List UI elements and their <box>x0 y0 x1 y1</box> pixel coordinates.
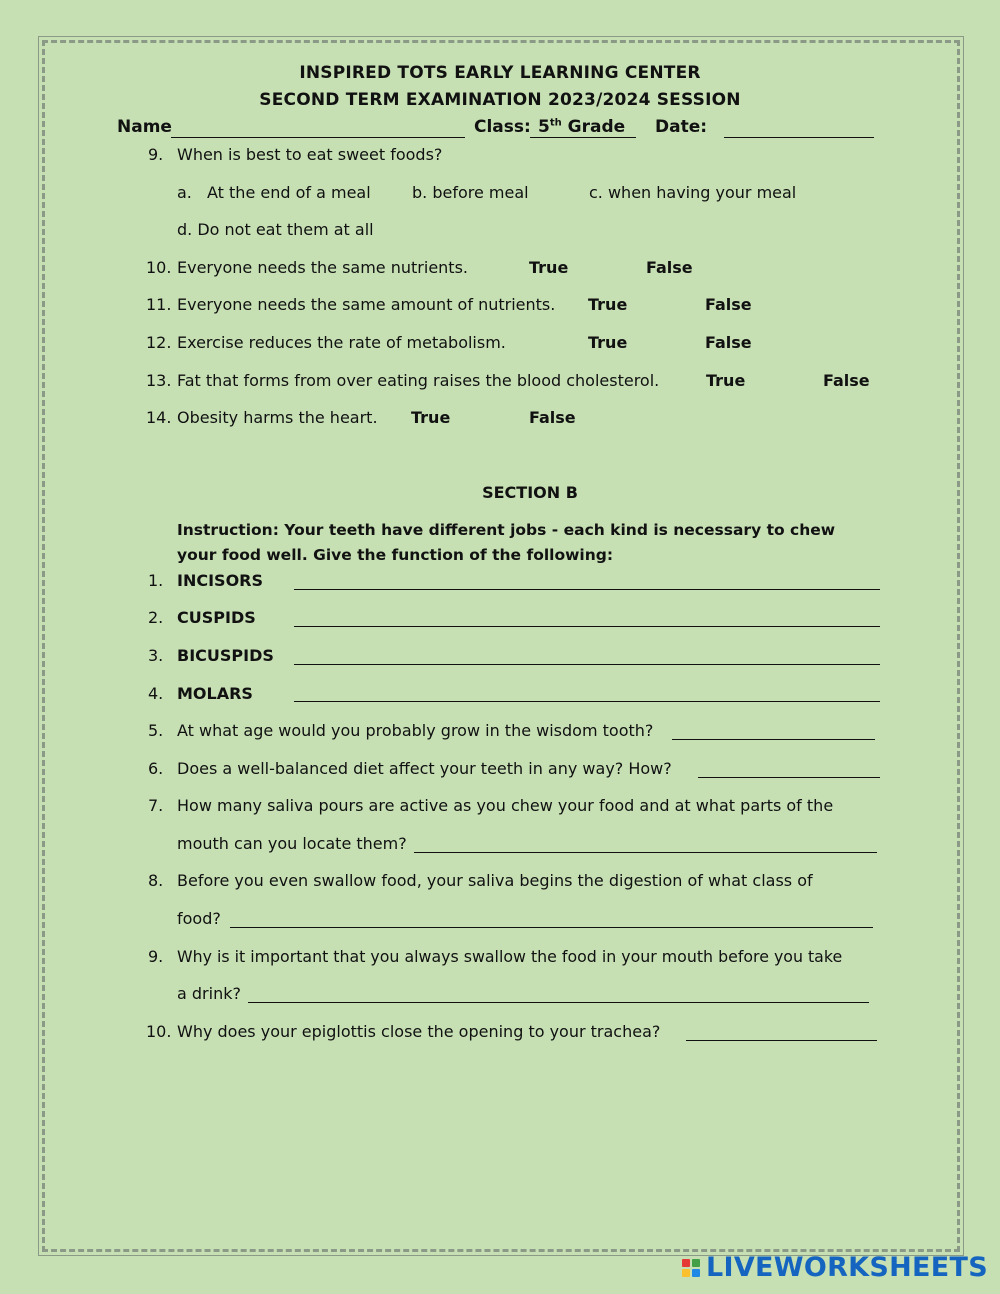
school-name: INSPIRED TOTS EARLY LEARNING CENTER <box>299 63 701 83</box>
q12-text: Exercise reduces the rate of metabolism. <box>177 333 506 352</box>
sb-q5-number: 5. <box>148 721 164 740</box>
q13-true-option[interactable]: True <box>706 371 746 390</box>
q10-true-option[interactable]: True <box>529 258 569 277</box>
sb-q7-answer-field[interactable] <box>414 852 877 853</box>
q12-number: 12. <box>146 333 172 352</box>
q14-true-option[interactable]: True <box>411 408 451 427</box>
liveworksheets-logo-icon <box>682 1259 700 1277</box>
sb-q5-answer-field[interactable] <box>672 739 875 740</box>
q9-option-c[interactable]: c. when having your meal <box>589 183 797 202</box>
q9-option-d[interactable]: d. Do not eat them at all <box>177 220 374 239</box>
q13-text: Fat that forms from over eating raises the blood cholesterol. <box>177 371 660 390</box>
name-label: Name <box>117 117 172 137</box>
q10-text: Everyone needs the same nutrients. <box>177 258 468 277</box>
exam-title: SECOND TERM EXAMINATION 2023/2024 SESSION <box>259 90 741 110</box>
q11-false-option[interactable]: False <box>705 295 752 314</box>
q10-false-option[interactable]: False <box>646 258 693 277</box>
logo-square-green <box>692 1259 700 1267</box>
sb-q6-answer-field[interactable] <box>698 777 880 778</box>
sb-q10-number: 10. <box>146 1022 172 1041</box>
logo-square-blue <box>692 1269 700 1277</box>
sb-q9-answer-field[interactable] <box>248 1002 869 1003</box>
teeth-2-label: CUSPIDS <box>177 608 256 627</box>
sb-q5-text: At what age would you probably grow in the wisdom tooth? <box>177 721 654 740</box>
sb-q10-answer-field[interactable] <box>686 1040 877 1041</box>
sb-q8-number: 8. <box>148 871 164 890</box>
date-field[interactable] <box>724 137 874 138</box>
sb-q7-line2: mouth can you locate them? <box>177 834 407 853</box>
sb-q6-number: 6. <box>148 759 164 778</box>
teeth-2-number: 2. <box>148 608 164 627</box>
q9-number: 9. <box>148 145 164 164</box>
sb-q7-number: 7. <box>148 796 164 815</box>
molars-answer-field[interactable] <box>294 701 880 702</box>
q12-true-option[interactable]: True <box>588 333 628 352</box>
sb-q9-line1: Why is it important that you always swallow the food in your mouth before you take <box>177 947 843 966</box>
class-grade-word: Grade <box>561 117 626 137</box>
teeth-1-number: 1. <box>148 571 164 590</box>
q14-number: 14. <box>146 408 172 427</box>
section-b-instruction-line1: Instruction: Your teeth have different jobs - each kind is necessary to chew <box>177 521 836 539</box>
teeth-1-label: INCISORS <box>177 571 264 590</box>
bicuspids-answer-field[interactable] <box>294 664 880 665</box>
cuspids-answer-field[interactable] <box>294 626 880 627</box>
teeth-3-number: 3. <box>148 646 164 665</box>
sb-q10-text: Why does your epiglottis close the opening to your trachea? <box>177 1022 661 1041</box>
class-grade-number: 5 <box>538 117 550 137</box>
teeth-4-label: MOLARS <box>177 684 253 703</box>
name-field[interactable] <box>171 137 465 138</box>
teeth-4-number: 4. <box>148 684 164 703</box>
sb-q7-line1: How many saliva pours are active as you chew your food and at what parts of the <box>177 796 834 815</box>
logo-square-red <box>682 1259 690 1267</box>
teeth-3-label: BICUSPIDS <box>177 646 274 665</box>
liveworksheets-logo-text: LIVEWORKSHEETS <box>705 1252 988 1283</box>
sb-q8-line1: Before you even swallow food, your saliva begins the digestion of what class of <box>177 871 813 890</box>
q12-false-option[interactable]: False <box>705 333 752 352</box>
q9-option-a[interactable]: At the end of a meal <box>207 183 371 202</box>
q13-false-option[interactable]: False <box>823 371 870 390</box>
sb-q9-number: 9. <box>148 947 164 966</box>
class-grade-suffix: th <box>549 117 562 129</box>
class-label: Class: <box>474 117 531 137</box>
date-label: Date: <box>655 117 708 137</box>
liveworksheets-logo[interactable] <box>682 1252 988 1283</box>
q13-number: 13. <box>146 371 172 390</box>
q14-text: Obesity harms the heart. <box>177 408 378 427</box>
q11-number: 11. <box>146 295 172 314</box>
q9-text: When is best to eat sweet foods? <box>177 145 443 164</box>
q9-option-a-letter: a. <box>177 183 192 202</box>
class-value <box>530 117 636 138</box>
logo-square-yellow <box>682 1269 690 1277</box>
sb-q8-answer-field[interactable] <box>230 927 873 928</box>
sb-q6-text: Does a well-balanced diet affect your teeth in any way? How? <box>177 759 672 778</box>
incisors-answer-field[interactable] <box>294 589 880 590</box>
q9-option-b[interactable]: b. before meal <box>412 183 529 202</box>
sb-q8-line2: food? <box>177 909 221 928</box>
section-b-instruction-line2: your food well. Give the function of the following: <box>177 546 614 564</box>
q14-false-option[interactable]: False <box>529 408 576 427</box>
q11-text: Everyone needs the same amount of nutrients. <box>177 295 556 314</box>
section-b-title: SECTION B <box>482 483 578 502</box>
sb-q9-line2: a drink? <box>177 984 241 1003</box>
q10-number: 10. <box>146 258 172 277</box>
q11-true-option[interactable]: True <box>588 295 628 314</box>
